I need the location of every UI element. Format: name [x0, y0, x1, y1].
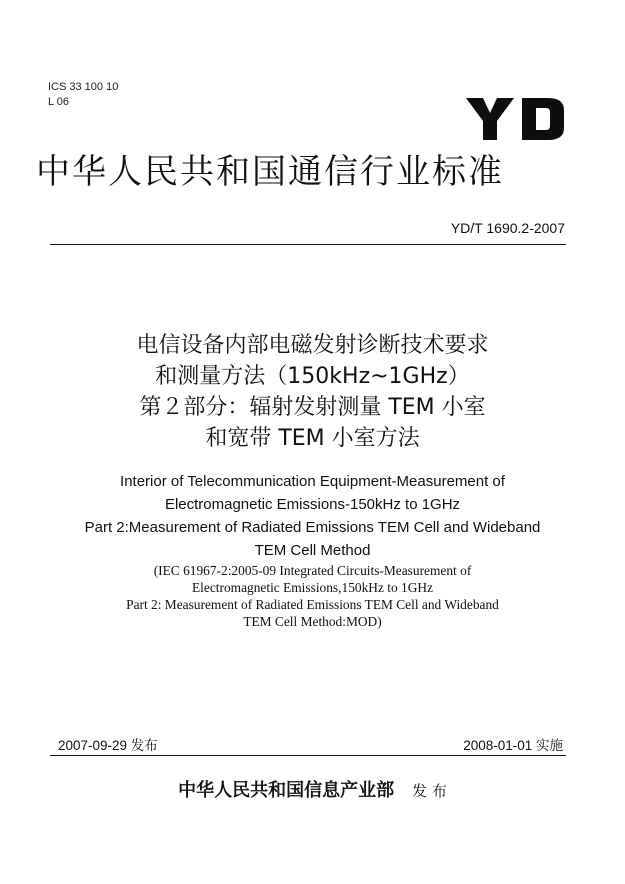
implementation-date: 2008-01-01 实施 [463, 738, 563, 753]
iec-reference-line-1: (IEC 61967-2:2005-09 Integrated Circuits-Measurement of [153, 563, 472, 578]
classification-codes [48, 80, 118, 110]
iec-reference [0, 562, 625, 630]
english-title-line-2: Electromagnetic Emissions-150kHz to 1GHz [164, 496, 461, 513]
english-title [0, 470, 625, 562]
publisher-name: 中华人民共和国信息产业部 [178, 780, 395, 801]
ccs-code: L 06 [48, 96, 70, 108]
english-title-line-4: TEM Cell Method [254, 542, 371, 559]
organization-title: 中华人民共和国通信行业标准 [36, 152, 504, 192]
chinese-title-line-2: 和测量方法（150kHz~1GHz） [155, 364, 470, 389]
chinese-title-line-1: 电信设备内部电磁发射诊断技术要求 [136, 333, 489, 358]
iec-reference-line-3: Part 2: Measurement of Radiated Emissions TEM Cell and Wideband [126, 597, 499, 612]
chinese-title-line-3: 第２部分：辐射发射测量 TEM 小室 [139, 395, 486, 420]
header-divider [50, 244, 566, 245]
publish-date: 2007-09-29 发布 [58, 738, 158, 753]
ics-code: ICS 33 100 10 [48, 81, 119, 93]
iec-reference-line-2: Electromagnetic Emissions,150kHz to 1GHz [192, 580, 433, 595]
yd-logo [466, 96, 566, 142]
chinese-title-line-4: 和宽带 TEM 小室方法 [205, 426, 420, 451]
english-title-line-3: Part 2:Measurement of Radiated Emissions TEM Cell and Wideband [84, 519, 541, 536]
standard-number: YD/T 1690.2-2007 [450, 220, 565, 236]
english-title-line-1: Interior of Telecommunication Equipment-Measurement of [120, 473, 505, 490]
publisher [0, 776, 625, 802]
iec-reference-line-4: TEM Cell Method:MOD) [243, 614, 382, 629]
chinese-title [0, 330, 625, 454]
publisher-action: 发 布 [412, 782, 447, 800]
footer-divider [50, 755, 566, 756]
